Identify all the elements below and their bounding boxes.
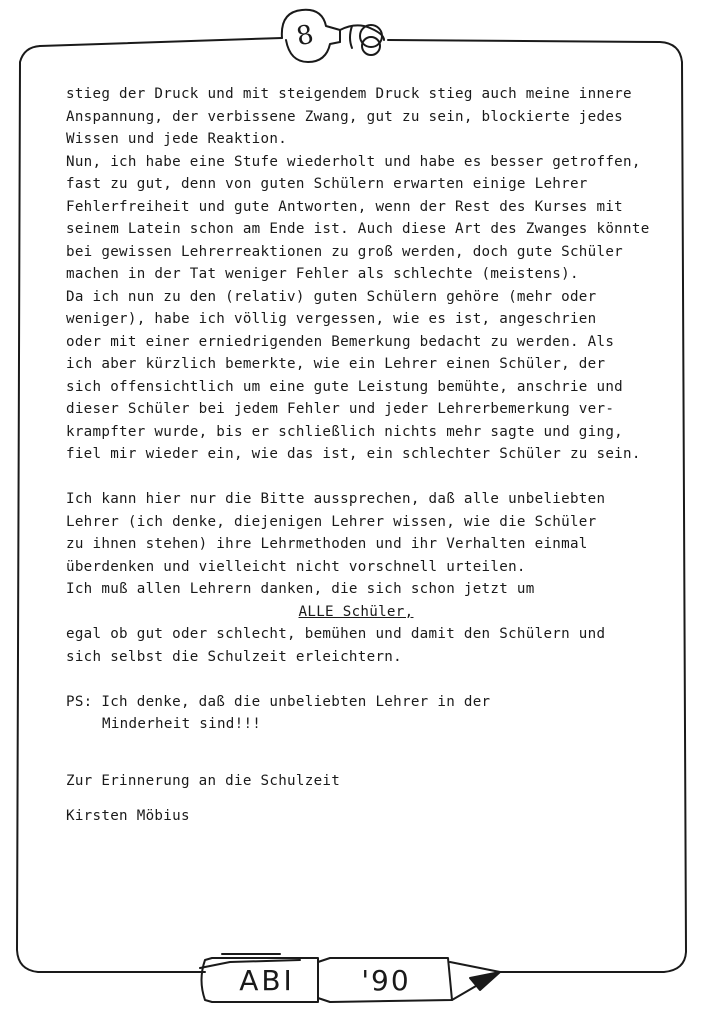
footer-label-year: '90	[361, 964, 411, 997]
text-line: seinem Latein schon am Ende ist. Auch diese Art des Zwanges könnte	[66, 221, 650, 237]
page-number-icon: 8	[293, 19, 317, 53]
text-line: weniger), habe ich völlig vergessen, wie es ist, angeschrien	[66, 311, 597, 327]
text-line: überdenken und vielleicht nicht vorschnell urteilen.	[66, 558, 526, 575]
closing-line: Zur Erinnerung an die Schulzeit	[66, 773, 341, 789]
text-line: Wissen und jede Reaktion.	[66, 131, 288, 147]
paragraph-1	[66, 83, 650, 466]
ps-line: Minderheit sind!!!	[102, 716, 262, 732]
text-line: stieg der Druck und mit steigendem Druck stieg auch meine innere	[66, 86, 632, 102]
paragraph-2	[66, 488, 646, 668]
text-line: Lehrer (ich denke, diejenigen Lehrer wissen, wie die Schüler	[66, 513, 597, 530]
text-line: Nun, ich habe eine Stufe wiederholt und habe es besser getroffen,	[66, 153, 641, 170]
emphasis-line: ALLE Schüler,	[298, 603, 414, 620]
text-line: Anspannung, der verbissene Zwang, gut zu sein, blockierte jedes	[66, 108, 624, 125]
postscript	[66, 691, 646, 736]
text-line: oder mit einer erniedrigenden Bemerkung bedacht zu werden. Als	[66, 333, 615, 350]
text-line: krampfter wurde, bis er schließlich nichts mehr sagte und ging,	[66, 423, 624, 440]
letter-body	[66, 83, 650, 827]
text-line: ich aber kürzlich bemerkte, wie ein Lehrer einen Schüler, der	[66, 356, 606, 372]
text-line: Fehlerfreiheit und gute Antworten, wenn der Rest des Kurses mit	[66, 198, 624, 215]
text-line: fiel mir wieder ein, wie das ist, ein schlechter Schüler zu sein.	[66, 446, 641, 462]
text-line: bei gewissen Lehrerreaktionen zu groß werden, doch gute Schüler	[66, 243, 624, 260]
text-line: machen in der Tat weniger Fehler als schlechte (meistens).	[66, 266, 579, 282]
footer-label-abi: ABI	[239, 964, 295, 997]
text-line: Ich kann hier nur die Bitte aussprechen, daß alle unbeliebten	[66, 491, 606, 507]
text-line: Da ich nun zu den (relativ) guten Schülern gehöre (mehr oder	[66, 288, 597, 305]
text-line: fast zu gut, denn von guten Schülern erwarten einige Lehrer	[66, 176, 588, 192]
text-line: egal ob gut oder schlecht, bemühen und damit den Schülern und	[66, 626, 606, 642]
ps-line: PS: Ich denke, daß die unbeliebten Lehrer in der	[66, 693, 491, 710]
text-line: Ich muß allen Lehrern danken, die sich schon jetzt um	[66, 581, 535, 597]
text-line: sich selbst die Schulzeit erleichtern.	[66, 648, 402, 665]
signature: Kirsten Möbius	[66, 807, 190, 824]
text-line: dieser Schüler bei jedem Fehler und jeder Lehrerbemerkung ver-	[66, 401, 615, 417]
text-line: sich offensichtlich um eine gute Leistung bemühte, anschrie und	[66, 378, 624, 395]
text-line: zu ihnen stehen) ihre Lehrmethoden und ihr Verhalten einmal	[66, 536, 588, 552]
